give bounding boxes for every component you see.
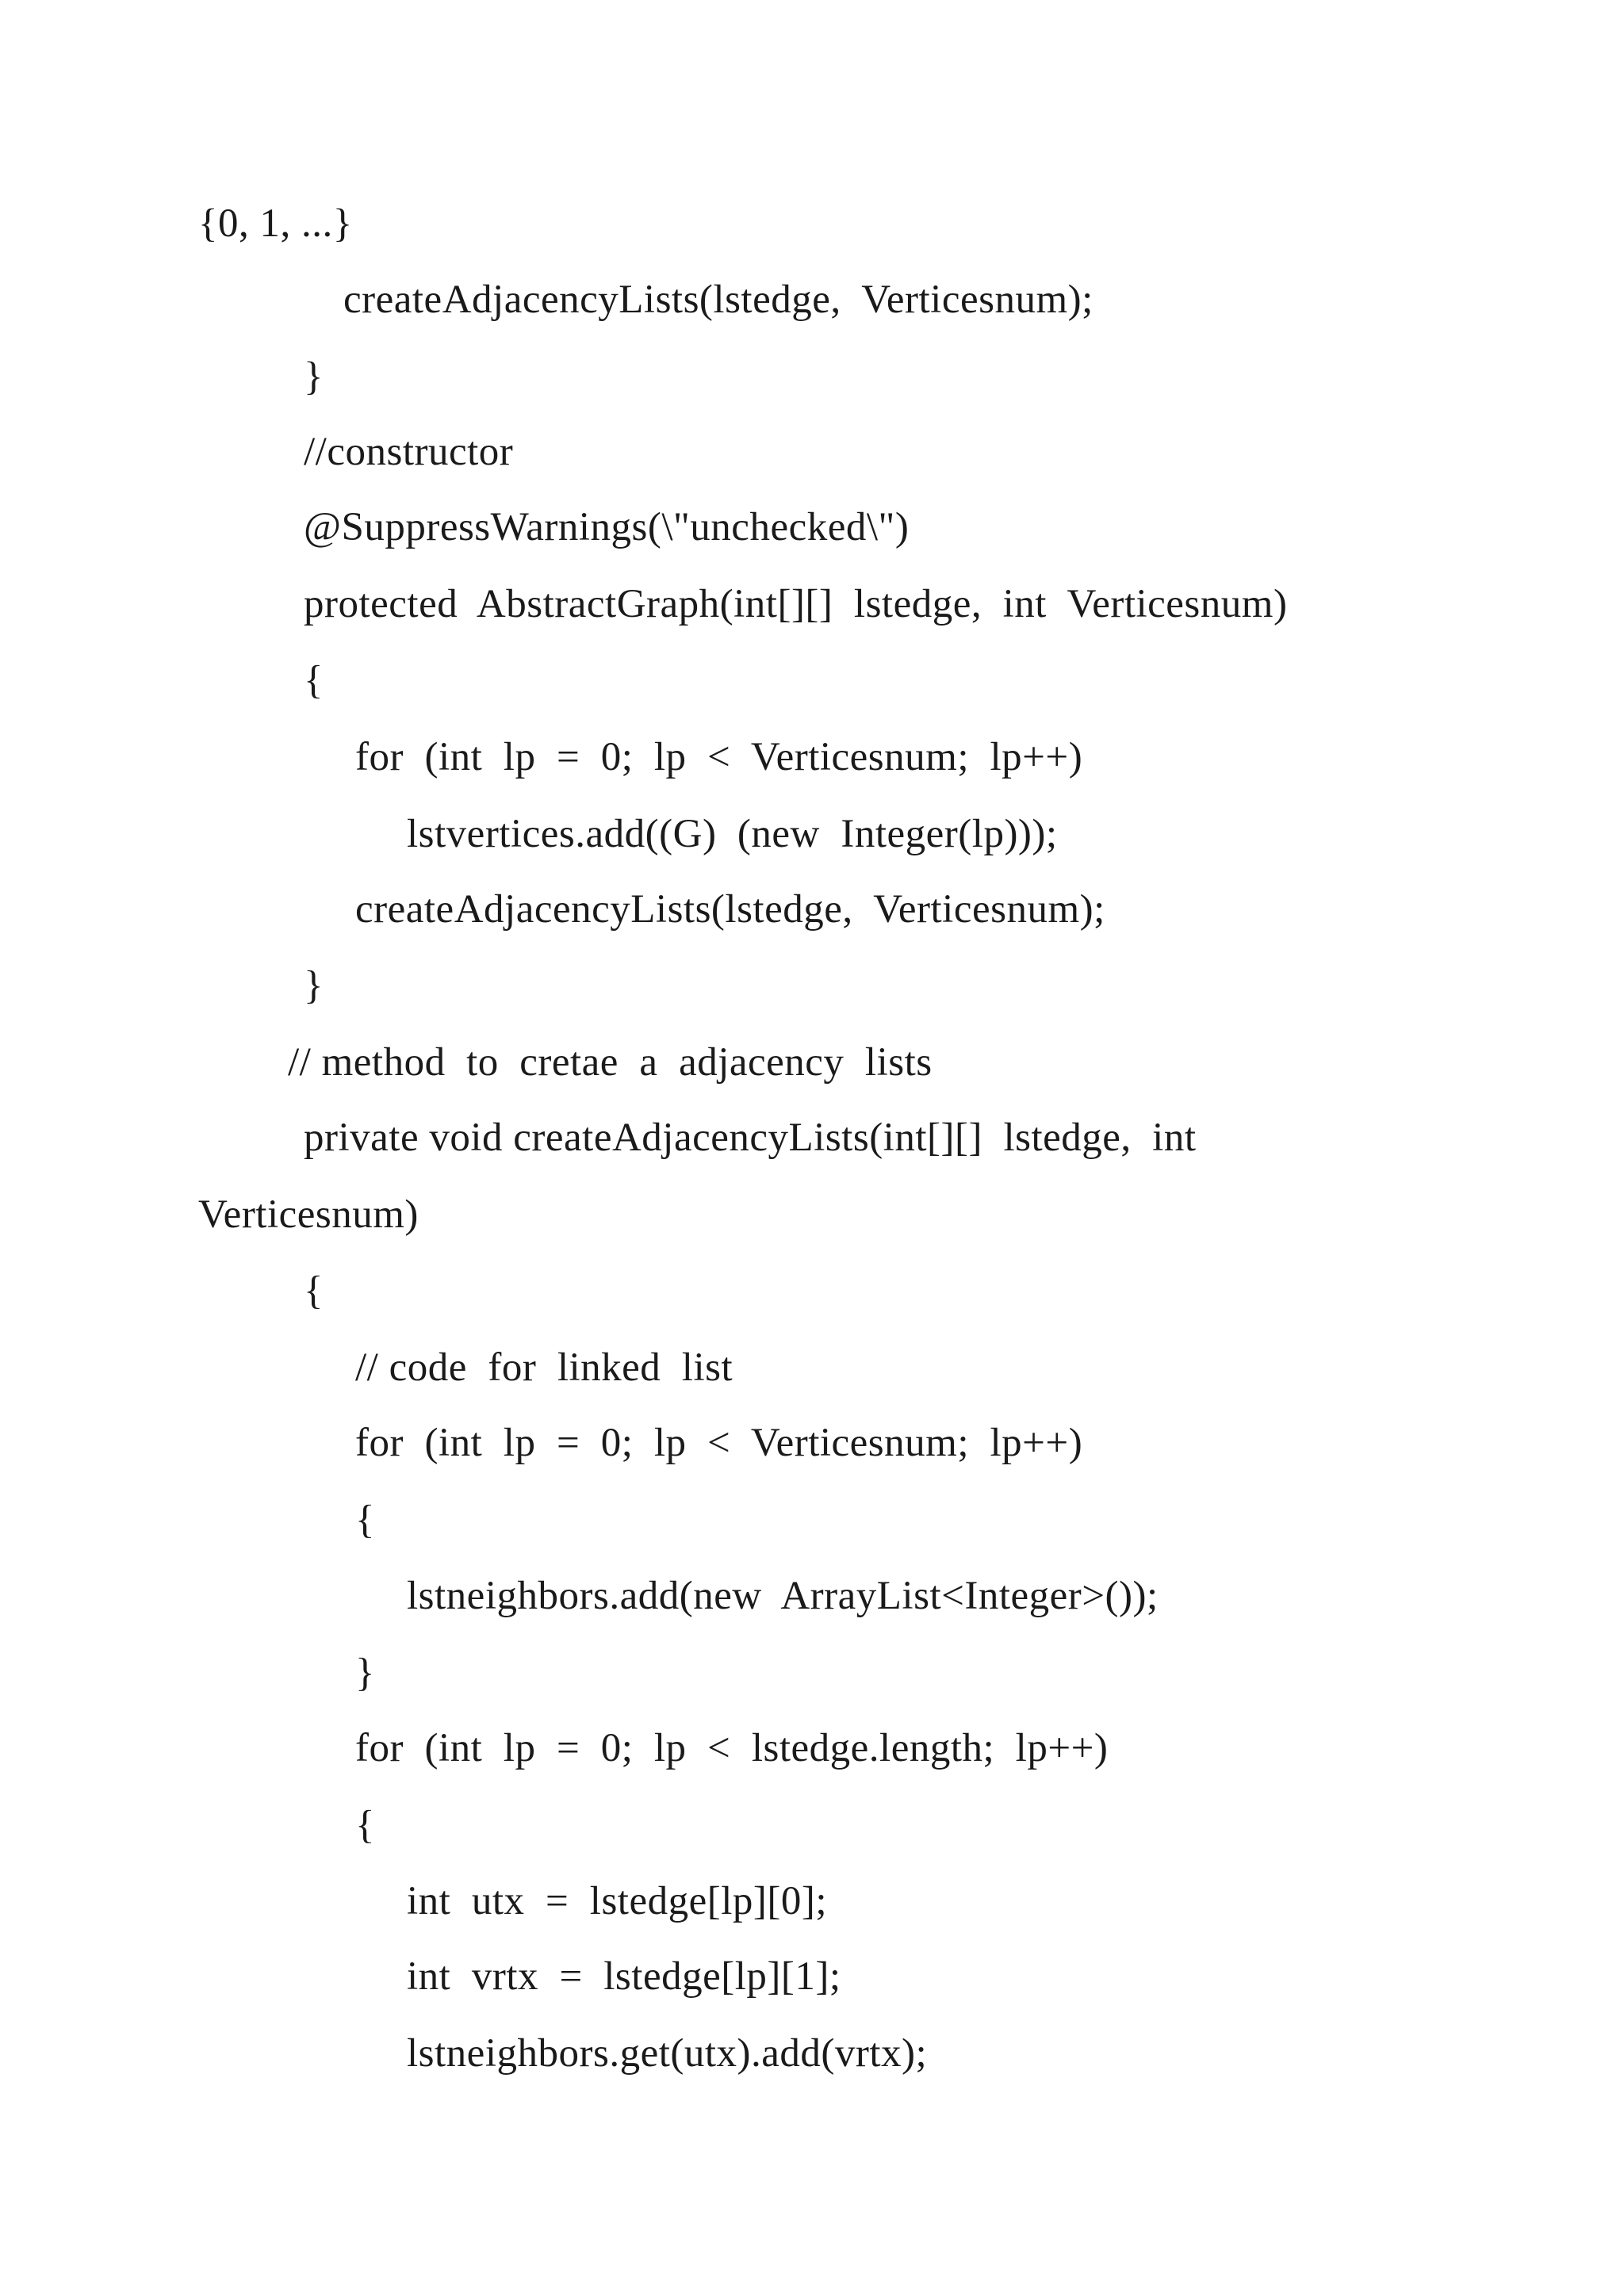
code-comment: // code for linked list xyxy=(355,1345,733,1390)
code-line: for (int lp = 0; lp < Verticesnum; lp++) xyxy=(355,735,1083,779)
code-line: } xyxy=(304,963,324,1008)
code-line: { xyxy=(355,1498,375,1542)
code-line: {0, 1, ...} xyxy=(198,201,353,246)
code-comment: // method to cretae a adjacency lists xyxy=(288,1040,933,1085)
code-line: @SuppressWarnings(\"unchecked\") xyxy=(304,505,910,549)
code-line: Verticesnum) xyxy=(198,1192,419,1237)
code-line: createAdjacencyLists(lstedge, Verticesnum); xyxy=(343,277,1094,322)
code-line: lstneighbors.add(new ArrayList<Integer>()); xyxy=(407,1574,1159,1618)
code-line: { xyxy=(355,1803,375,1847)
code-line: int utx = lstedge[lp][0]; xyxy=(407,1879,828,1923)
code-line: } xyxy=(355,1651,375,1695)
code-line: for (int lp = 0; lp < Verticesnum; lp++) xyxy=(355,1421,1083,1465)
code-line: lstvertices.add((G) (new Integer(lp))); xyxy=(407,812,1058,856)
code-line: } xyxy=(304,354,324,399)
code-line: { xyxy=(304,1269,324,1313)
code-comment: //constructor xyxy=(304,430,514,474)
code-line: createAdjacencyLists(lstedge, Verticesnum); xyxy=(355,887,1105,932)
code-line: private void createAdjacencyLists(int[][] lstedge, int xyxy=(304,1115,1197,1160)
code-line: int vrtx = lstedge[lp][1]; xyxy=(407,1954,841,1999)
code-line: protected AbstractGraph(int[][] lstedge, int Verticesnum) xyxy=(304,582,1288,626)
code-line: lstneighbors.get(utx).add(vrtx); xyxy=(407,2031,928,2076)
code-line: for (int lp = 0; lp < lstedge.length; lp++) xyxy=(355,1726,1109,1770)
code-line: { xyxy=(304,658,324,702)
